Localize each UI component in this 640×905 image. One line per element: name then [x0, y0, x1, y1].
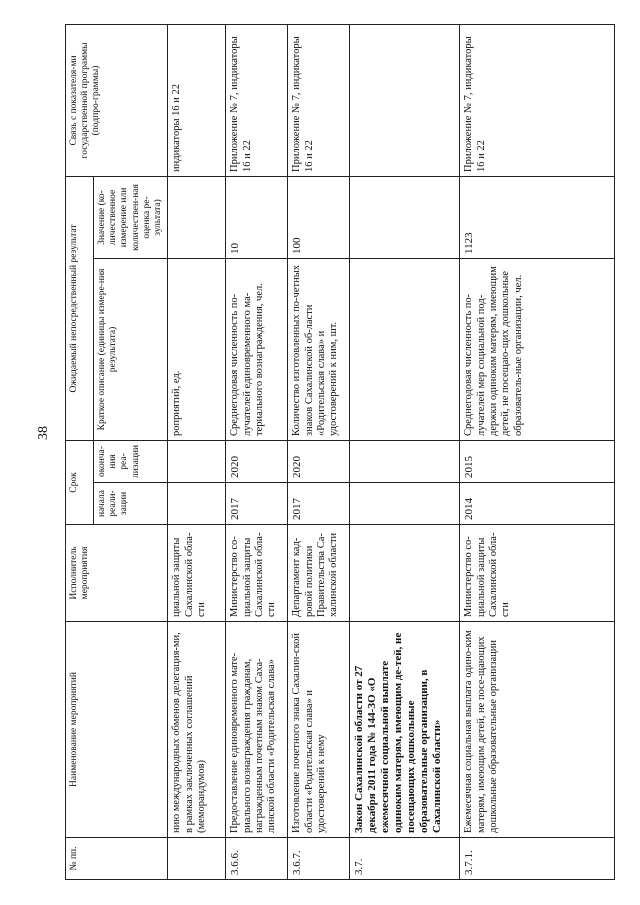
cell-start: 2017: [226, 483, 288, 525]
page-number: 38: [36, 426, 51, 440]
header-executor: Исполнитель мероприятия: [66, 525, 168, 622]
cell-num: 3.7.: [350, 838, 460, 880]
cell-value: 1123: [460, 176, 615, 258]
header-expected: Ожидаемый непосредственный результат: [66, 176, 94, 440]
header-num: № пп.: [66, 838, 168, 880]
header-term-end: оконча-ния реа-лизации: [94, 440, 168, 482]
table-row: [350, 24, 460, 879]
cell-desc: [350, 258, 460, 440]
cell-name: Закон Сахалинской области от 27 декабря 2011 года № 144-ЗО «О ежемесячной социальной выплате одиноким матерям, имеющим де-тей, не посещающих дошкольные образовательные организации, в Сахалинской области»: [350, 622, 460, 838]
cell-executor: Министерство со-циальной защиты Сахалинской обла-сти: [460, 525, 615, 622]
cell-start: 2017: [288, 483, 350, 525]
cell-start: [350, 483, 460, 525]
cell-end: 2020: [288, 440, 350, 482]
cell-start: 2014: [460, 483, 615, 525]
cell-num: [168, 838, 226, 880]
cell-desc: Среднегодовая численность по-лучателей мер социальной под-держки одиноким матерям, имеющим детей, не посещаю-щих дошкольные образователь-ные организации, чел.: [460, 258, 615, 440]
cell-value: [168, 176, 226, 258]
cell-end: [168, 440, 226, 482]
cell-executor: Министерство со-циальной защиты Сахалинской обла-сти: [226, 525, 288, 622]
cell-name: нию международных обменов делегация-ми, в рамках заключенных соглашений (меморандумов): [168, 622, 226, 838]
header-expected-desc: Краткое описание (единицы измере-ния результата): [94, 258, 168, 440]
cell-value: 10: [226, 176, 288, 258]
cell-name: Ежемесячная социальная выплата одино-ким матерям, имеющим детей, не посе-щающих дошкольные образовательные организации: [460, 622, 615, 838]
header-link: Связь с показателя-ми государственной программы (подпро-граммы): [66, 24, 168, 176]
cell-num: 3.7.1.: [460, 838, 615, 880]
table-row: [168, 24, 226, 879]
cell-start: [168, 483, 226, 525]
cell-desc: роприятий, ед.: [168, 258, 226, 440]
header-expected-value: Значение (ко-личественное измерение или количествен-ная оценка ре-зультата): [94, 176, 168, 258]
cell-link: Приложение № 7, индикаторы 16 и 22: [226, 24, 288, 176]
cell-value: 100: [288, 176, 350, 258]
cell-num: 3.6.7.: [288, 838, 350, 880]
cell-name: Предоставление единовременного мате-риального вознаграждения гражданам, награжденным почетным знаком Саха-линской области «Родительская слава»: [226, 622, 288, 838]
cell-value: [350, 176, 460, 258]
cell-executor: циальной защиты Сахалинской обла-сти: [168, 525, 226, 622]
header-row-1: [66, 24, 94, 879]
measures-table: [65, 24, 615, 880]
cell-desc: Среднегодовая численность по-лучателей единовременного ма-териального вознаграждения, чел.: [226, 258, 288, 440]
cell-end: 2020: [226, 440, 288, 482]
cell-executor: [350, 525, 460, 622]
cell-link: [350, 24, 460, 176]
cell-end: [350, 440, 460, 482]
cell-link: Приложение № 7, индикаторы 16 и 22: [288, 24, 350, 176]
cell-end: 2015: [460, 440, 615, 482]
table-row: [226, 24, 288, 879]
rotated-table-wrapper: [65, 25, 615, 880]
cell-name: Изготовление почетного знака Сахалин-ской области «Родительская слава» и удостоверений к нему: [288, 622, 350, 838]
cell-link: Приложение № 7, индикаторы 16 и 22: [460, 24, 615, 176]
cell-num: 3.6.6.: [226, 838, 288, 880]
header-name: Наименование мероприятий: [66, 622, 168, 838]
cell-desc: Количество изготовленных по-четных знаков Сахалинской об-ласти «Родительская слава» и удостоверений к ним, шт.: [288, 258, 350, 440]
cell-link: индикаторы 16 и 22: [168, 24, 226, 176]
table-row: [288, 24, 350, 879]
header-term-start: начала реали-зации: [94, 483, 168, 525]
header-term: Срок: [66, 440, 94, 524]
cell-executor: Департамент кад-ровой политики Правительства Са-халинской области: [288, 525, 350, 622]
table-row: [460, 24, 615, 879]
